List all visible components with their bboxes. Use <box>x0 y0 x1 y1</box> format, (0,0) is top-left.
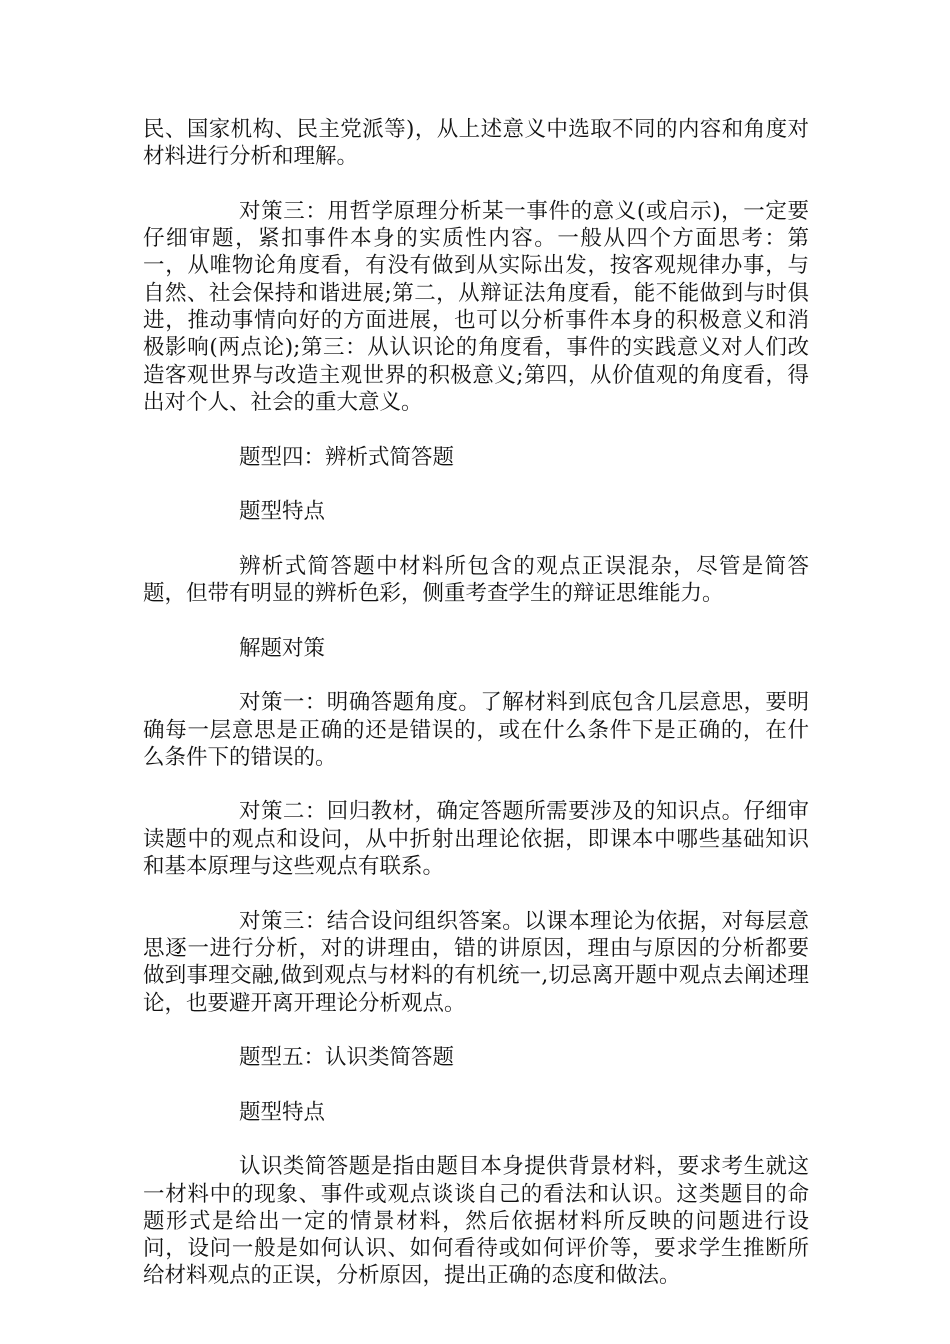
heading-type-features-four: 题型特点 <box>239 499 326 525</box>
document-page <box>143 116 809 1317</box>
paragraph-continuation: 民、国家机构、民主党派等)，从上述意义中选取不同的内容和角度对材料进行分析和理解。 <box>143 117 809 170</box>
heading-solution-strategies: 解题对策 <box>239 635 326 661</box>
heading-question-type-four: 题型四：辨析式简答题 <box>239 444 455 470</box>
paragraph-strategy-two: 对策二：回归教材，确定答题所需要涉及的知识点。仔细审读题中的观点和设问，从中折射出理论依据，即课本中哪些基础知识和基本原理与这些观点有联系。 <box>143 799 809 880</box>
paragraph-discrimination-features: 辨析式简答题中材料所包含的观点正误混杂，尽管是简答题，但带有明显的辨析色彩，侧重考查学生的辩证思维能力。 <box>143 553 809 607</box>
paragraph-strategy-one: 对策一：明确答题角度。了解材料到底包含几层意思，要明确每一层意思是正确的还是错误的，或在什么条件下是正确的，在什么条件下的错误的。 <box>143 690 809 770</box>
paragraph-strategy-three: 对策三：结合设问组织答案。以课本理论为依据，对每层意思逐一进行分析，对的讲理由，错的讲原因，理由与原因的分析都要做到事理交融,做到观点与材料的有机统一,切忌离开题中观点去阐述理论，也要避开离开理论分析观点。 <box>143 908 809 1016</box>
heading-type-features-five: 题型特点 <box>239 1099 326 1125</box>
paragraph-cognition-features: 认识类简答题是指由题目本身提供背景材料，要求考生就这一材料中的现象、事件或观点谈谈自己的看法和认识。这类题目的命题形式是给出一定的情景材料，然后依据材料所反映的问题进行设问，设问一般是如何认识、如何看待或如何评价等，要求学生推断所给材料观点的正误，分析原因，提出正确的态度和做法。 <box>143 1154 809 1289</box>
paragraph-strategy-three-philosophy: 对策三：用哲学原理分析某一事件的意义(或启示)，一定要仔细审题，紧扣事件本身的实质性内容。一般从四个方面思考：第一，从唯物论角度看，有没有做到从实际出发，按客观规律办事，与自然、社会保持和谐进展;第二，从辩证法角度看，能不能做到与时俱进，推动事情向好的方面进展，也可以分析事件本身的积极意义和消极影响(两点论);第三：从认识论的角度看，事件的实践意义对人们改造客观世界与改造主观世界的积极意义;第四，从价值观的角度看，得出对个人、社会的重大意义。 <box>143 198 809 415</box>
heading-question-type-five: 题型五：认识类简答题 <box>239 1045 455 1071</box>
